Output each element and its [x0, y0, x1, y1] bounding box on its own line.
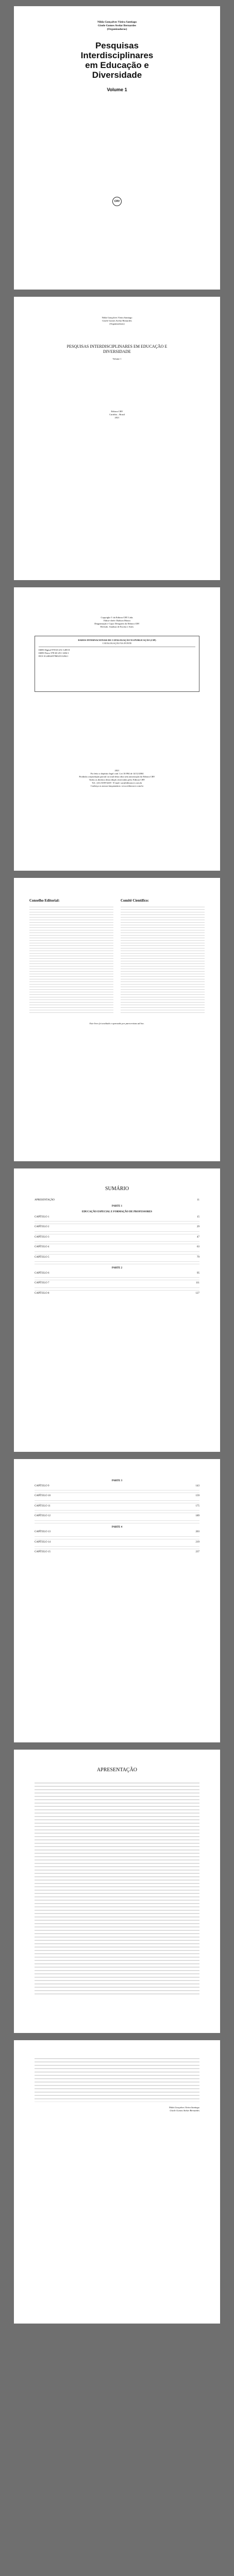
summary-page-1 [14, 1168, 220, 1452]
cip-title: DADOS INTERNACIONAIS DE CATALOGAÇÃO NA PUBLICAÇÃO (CIP) [78, 639, 156, 641]
cover-page [14, 6, 220, 290]
toc-entry-title: CAPÍTULO 4 [35, 1246, 49, 1248]
toc-row[interactable] [35, 1246, 199, 1249]
toc-entry-page: 219 [195, 1540, 199, 1544]
toc-entry-title: CAPÍTULO 12 [35, 1515, 51, 1517]
toc-entry-title: CAPÍTULO 15 [35, 1551, 51, 1553]
toc-entry-title: CAPÍTULO 13 [35, 1531, 51, 1533]
summary-page-2 [14, 1459, 220, 1742]
presentation-text-continued [35, 2056, 199, 2102]
title-page-imprint: Editora CRV Curitiba – Brasil 2021 [109, 410, 125, 419]
toc-row[interactable] [35, 1531, 199, 1534]
title-page-organizers: Nilda Gonçalves Vieira Santiago Gisele Gomes Avelar Bernardes (Organizadoras) [102, 316, 132, 325]
copyright-line-2: Editor-chefe: Railson Moura [104, 619, 130, 622]
copyright-line-4: Revisão: Analista de Escrita e Artes [100, 625, 134, 628]
toc-entry-page: 175 [195, 1504, 199, 1507]
toc-row[interactable] [35, 1485, 199, 1488]
title-page [14, 297, 220, 580]
cover-title: Pesquisas Interdisciplinares em Educação e Diversidade [80, 41, 154, 80]
presentation-signature: Nilda Gonçalves Vieira Santiago Gisele Gomes Avelar Bernardes [169, 2106, 199, 2112]
toc-row[interactable] [35, 1505, 199, 1509]
toc-part-label: PARTE 2 [111, 1267, 123, 1269]
toc-row[interactable] [35, 1226, 199, 1229]
toc-entry-page: 63 [197, 1246, 199, 1248]
toc-row[interactable] [35, 1515, 199, 1518]
presentation-page-2 [14, 2040, 220, 2324]
copyright-page [14, 587, 220, 871]
toc-entry-title: CAPÍTULO 11 [35, 1504, 51, 1507]
summary-list [35, 1199, 199, 1295]
toc-row[interactable] [35, 1199, 199, 1202]
peer-review-note: Este livro foi avaliado e aprovado por pareceristas ad hoc. [89, 1022, 145, 1025]
toc-entry-title: CAPÍTULO 1 [35, 1215, 49, 1218]
editorial-council-heading: Conselho Editorial: [29, 899, 60, 903]
toc-entry-page: 189 [195, 1515, 199, 1517]
toc-entry-page: 29 [197, 1226, 199, 1228]
summary-title: SUMÁRIO [105, 1186, 129, 1192]
toc-entry-page: 143 [195, 1484, 199, 1487]
cip-subtitle: CATALOGAÇÃO NA FONTE [102, 642, 132, 645]
cover-organizers: Nilda Gonçalves Vieira Santiago Gisele Gomes Avelar Bernardes (Organizadoras) [97, 21, 137, 31]
cover-volume: Volume 1 [107, 87, 127, 92]
title-page-volume: Volume 1 [112, 358, 122, 360]
toc-row[interactable] [35, 1292, 199, 1296]
toc-part-label: PARTE 3 [111, 1480, 123, 1482]
toc-entry-title: CAPÍTULO 10 [35, 1495, 51, 1497]
toc-row[interactable] [35, 1272, 199, 1276]
toc-entry-page: 95 [197, 1272, 199, 1275]
toc-entry-title: CAPÍTULO 14 [35, 1540, 51, 1544]
summary-list-continued [35, 1480, 199, 1554]
toc-entry-page: 15 [197, 1215, 199, 1218]
toc-entry-page: 47 [197, 1235, 199, 1239]
cip-isbn-2: ISBN Físico 978-65-251-1284-1 [39, 652, 69, 654]
toc-entry-title: CAPÍTULO 7 [35, 1282, 49, 1284]
toc-entry-page: 127 [195, 1292, 199, 1295]
cip-isbn-1: ISBN Digital 978-65-251-1285-8 [39, 649, 70, 651]
toc-row[interactable] [35, 1216, 199, 1219]
toc-row[interactable] [35, 1541, 199, 1545]
toc-entry-title: APRESENTAÇÃO [35, 1199, 55, 1201]
cip-box [35, 636, 199, 692]
toc-entry-title: CAPÍTULO 9 [35, 1484, 49, 1487]
cip-doi: DOI 10.24824/978652511284.1 [39, 655, 69, 657]
toc-row[interactable] [35, 1551, 199, 1554]
toc-entry-page: 237 [195, 1551, 199, 1553]
title-page-title: PESQUISAS INTERDISCIPLINARES EM EDUCAÇÃO E DIVERSIDADE [66, 344, 168, 354]
toc-entry-page: 111 [195, 1282, 199, 1284]
toc-entry-title: CAPÍTULO 5 [35, 1256, 49, 1259]
toc-part-label: PARTE 1 [111, 1205, 123, 1208]
copyright-footer: 2021 Foi feito o depósito legal conf. Lei 10.994 de 14/12/2004 Proibida a reprodução parcial ou total desta obra sem autorização da Editora CRV Todos os direitos desta edição reservados pela: Editora CRV Tel.: (41) 3039-6418 - E-mail: sac@editoracrv.com.br Conheça os nossos lançamentos: www.editoracrv.com.br [79, 769, 155, 787]
toc-entry-title: CAPÍTULO 3 [35, 1235, 49, 1239]
presentation-text-block [35, 1780, 199, 1996]
toc-entry-page: 79 [197, 1256, 199, 1259]
toc-row[interactable] [35, 1282, 199, 1285]
toc-part-title: EDUCAÇÃO ESPECIAL E FORMAÇÃO DE PROFESSORES [81, 1211, 153, 1213]
copyright-line-3: Diagramação e Capa: Designers da Editora CRV [94, 622, 140, 625]
toc-entry-title: CAPÍTULO 2 [35, 1226, 49, 1228]
toc-entry-title: CAPÍTULO 6 [35, 1272, 49, 1275]
toc-entry-page: 11 [197, 1199, 199, 1201]
toc-entry-title: CAPÍTULO 8 [35, 1292, 49, 1295]
copyright-line-1: Copyright © da Editora CRV Ltda. [101, 616, 133, 619]
editorial-board-page [14, 878, 220, 1161]
toc-entry-page: 203 [195, 1531, 199, 1533]
crv-logo-icon: CRV [112, 197, 122, 206]
presentation-title: APRESENTAÇÃO [96, 1767, 138, 1773]
toc-row[interactable] [35, 1236, 199, 1240]
toc-part-label: PARTE 4 [111, 1526, 123, 1529]
toc-row[interactable] [35, 1495, 199, 1498]
toc-row[interactable] [35, 1256, 199, 1260]
scientific-committee-heading: Comitê Científico: [121, 899, 149, 903]
toc-entry-page: 159 [195, 1495, 199, 1497]
presentation-page-1 [14, 1750, 220, 2033]
